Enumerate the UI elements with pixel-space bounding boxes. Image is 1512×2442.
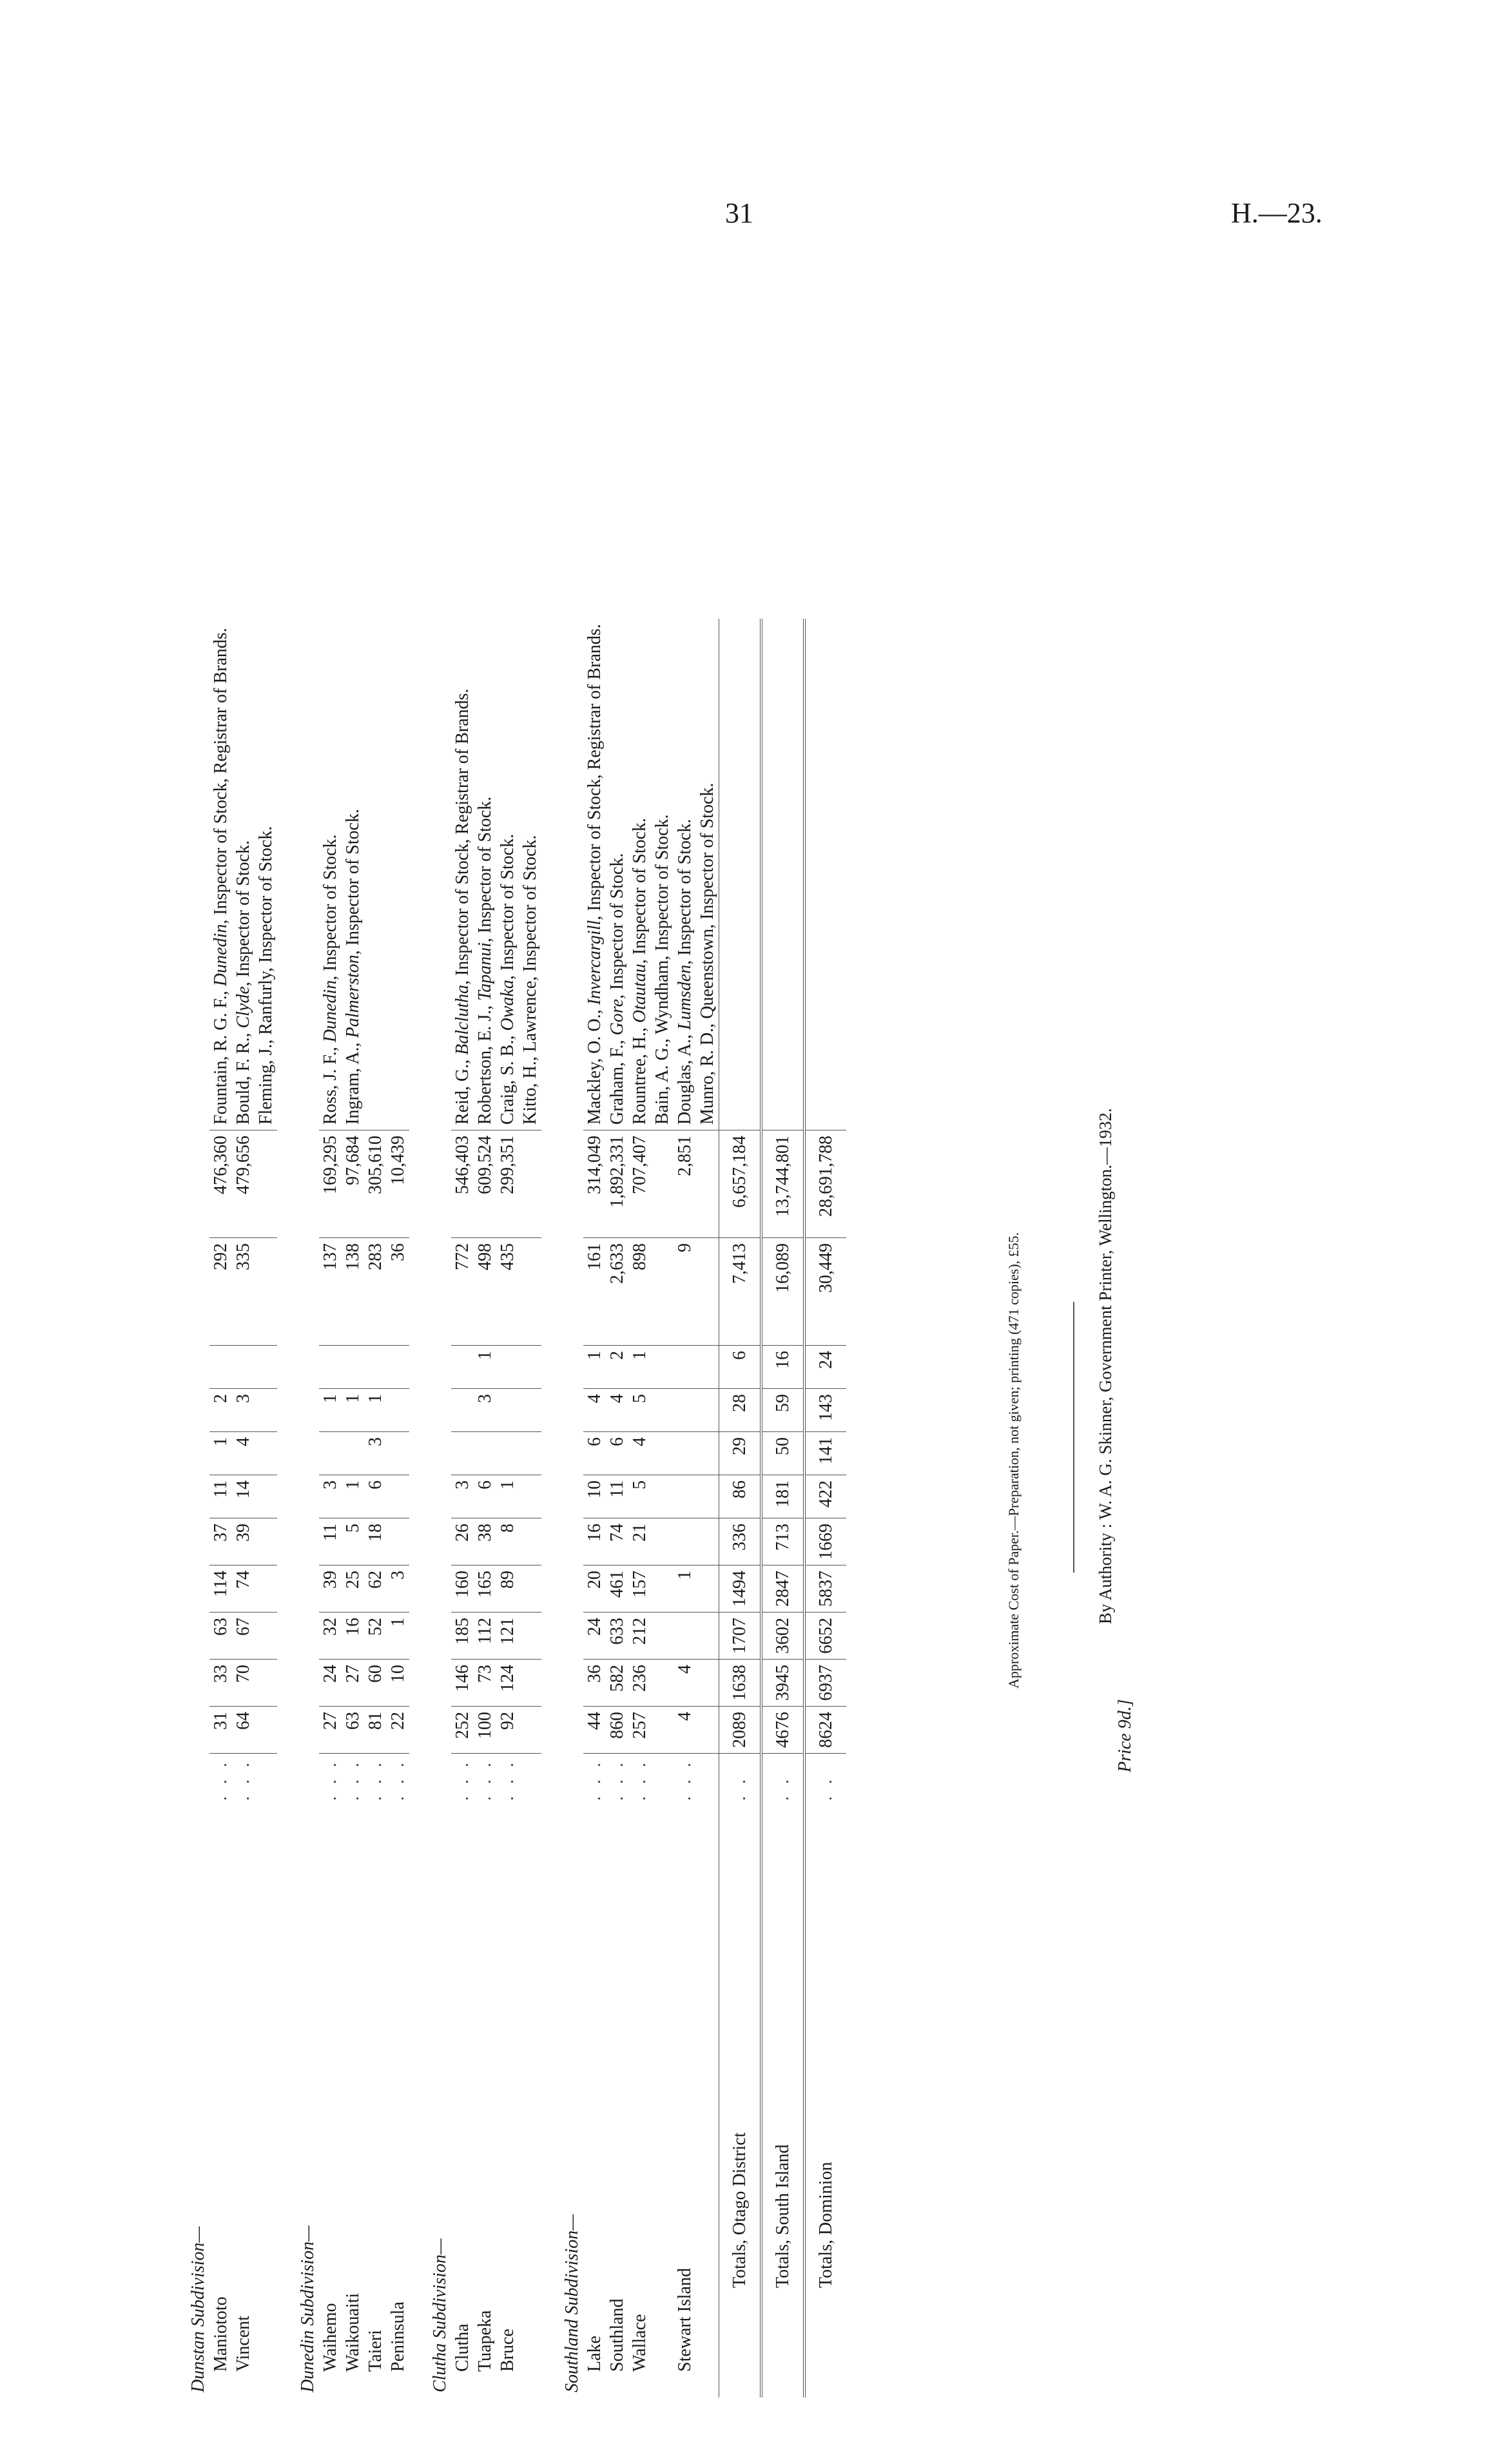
value-cell: 10: [387, 1660, 409, 1707]
inspector-place: Lumsden: [675, 964, 695, 1030]
value-cell: 16: [761, 1346, 804, 1389]
value-cell: 2: [606, 1346, 628, 1389]
value-cell: 124: [496, 1660, 541, 1707]
value-cell: 81: [364, 1707, 387, 1754]
inspector-cell: [209, 619, 232, 1130]
value-cell: 73: [474, 1660, 496, 1707]
value-cell: 63: [209, 1613, 232, 1660]
value-cell: 146: [451, 1660, 474, 1707]
value-cell: 30,449: [804, 1238, 846, 1346]
value-cell: 1494: [719, 1565, 762, 1613]
district-name: Peninsula: [388, 2301, 408, 2372]
value-cell: 422: [804, 1475, 846, 1518]
subdivision-row: [409, 619, 451, 2398]
leader-dots: . . .: [585, 1759, 605, 1801]
value-cell: 29: [719, 1432, 762, 1475]
value-cell: 1: [342, 1389, 364, 1432]
value-cell: 713: [761, 1518, 804, 1565]
value-cell: 10: [583, 1475, 606, 1518]
value-cell: 3602: [761, 1613, 804, 1660]
district-name: Southland: [607, 2298, 627, 2372]
leader-dots: . . .: [343, 1759, 363, 1801]
district-name: Taieri: [365, 2330, 385, 2372]
value-cell: 1,892,331: [606, 1130, 628, 1238]
value-cell: 1: [496, 1475, 541, 1518]
value-cell: 165: [474, 1565, 496, 1613]
inspector-cell: [606, 619, 628, 1130]
leader-dots: . . .: [320, 1759, 340, 1801]
table-row: [474, 619, 496, 2398]
value-cell: 6,657,184: [719, 1130, 762, 1238]
value-cell: 461: [606, 1565, 628, 1613]
divider-rule: [1073, 1302, 1074, 1573]
value-cell: 52: [364, 1613, 387, 1660]
value-cell: [387, 1432, 409, 1475]
table-row: [342, 619, 364, 2398]
value-cell: 4: [674, 1707, 719, 1754]
value-cell: 257: [628, 1707, 674, 1754]
value-cell: 44: [583, 1707, 606, 1754]
value-cell: 6: [583, 1432, 606, 1475]
value-cell: 335: [232, 1238, 277, 1346]
inspector-name: Craig, S. B.,: [498, 1031, 518, 1125]
table-row: [232, 619, 277, 2398]
value-cell: 89: [496, 1565, 541, 1613]
document-code: H.—23.: [1231, 197, 1323, 229]
value-cell: 16,089: [761, 1238, 804, 1346]
value-cell: 6: [474, 1475, 496, 1518]
value-cell: 1: [628, 1346, 674, 1389]
value-cell: [387, 1475, 409, 1518]
value-cell: [451, 1389, 474, 1432]
table-row: [209, 619, 232, 2398]
value-cell: 435: [496, 1238, 541, 1346]
leader-dots: . . .: [233, 1759, 253, 1801]
value-cell: [674, 1432, 719, 1475]
subdivision-name: Dunstan Subdivision—: [188, 2226, 208, 2392]
value-cell: 36: [387, 1238, 409, 1346]
inspector-role: , Inspector of Stock, Registrar of Brands.: [211, 628, 231, 924]
value-cell: 1: [583, 1346, 606, 1389]
value-cell: 25: [342, 1565, 364, 1613]
inspector-cell: [628, 619, 674, 1130]
value-cell: 24: [804, 1346, 846, 1389]
value-cell: 60: [364, 1660, 387, 1707]
inspector-role: , Inspector of Stock.: [343, 809, 363, 955]
table-row: [583, 619, 606, 2398]
inspector-role: , Inspector of Stock, Registrar of Brands.: [585, 624, 605, 920]
inspector-cell: [583, 619, 606, 1130]
inspector-name: Ross, J. F.,: [320, 1042, 340, 1125]
value-cell: 4: [232, 1432, 277, 1475]
value-cell: 4: [583, 1389, 606, 1432]
value-cell: 4: [606, 1389, 628, 1432]
value-cell: 633: [606, 1613, 628, 1660]
value-cell: [232, 1346, 277, 1389]
value-cell: [496, 1432, 541, 1475]
value-cell: 70: [232, 1660, 277, 1707]
approximate-cost-note: Approximate Cost of Paper.—Preparation, not given; printing (471 copies), £55.: [1005, 1232, 1022, 1689]
value-cell: 141: [804, 1432, 846, 1475]
value-cell: 74: [606, 1518, 628, 1565]
leader-dots: . .: [804, 1754, 846, 1807]
inspector-name: Ingram, A.,: [343, 1038, 363, 1125]
value-cell: 143: [804, 1389, 846, 1432]
inspector-place: Palmerston: [343, 955, 363, 1038]
leader-dots: . . .: [630, 1759, 650, 1801]
value-cell: 97,684: [342, 1130, 364, 1238]
inspector-place: Tapanui: [475, 942, 495, 1001]
value-cell: 3: [364, 1432, 387, 1475]
value-cell: 62: [364, 1565, 387, 1613]
value-cell: 59: [761, 1389, 804, 1432]
inspector-name: Bould, F. R.,: [233, 1028, 253, 1125]
value-cell: [674, 1475, 719, 1518]
district-name: Waihemo: [320, 2303, 340, 2372]
inspector-role: , Inspector of Stock. Munro, R. D., Queenstown, Inspector of Stock.: [675, 782, 717, 1125]
value-cell: 74: [232, 1565, 277, 1613]
inspector-place: Dunedin: [211, 924, 231, 987]
value-cell: 28: [719, 1389, 762, 1432]
district-name: Wallace: [630, 2314, 650, 2372]
value-cell: 1: [342, 1475, 364, 1518]
footer: [941, 271, 1160, 2398]
inspector-name: Graham, F.,: [607, 1035, 627, 1125]
value-cell: 314,049: [583, 1130, 606, 1238]
inspector-cell: [364, 619, 387, 1130]
district-name: Lake: [585, 2336, 605, 2372]
value-cell: 67: [232, 1613, 277, 1660]
inspector-name: Douglas, A.,: [675, 1030, 695, 1125]
totals-label: Totals, South Island: [761, 1806, 804, 2398]
inspector-cell: [451, 619, 474, 1130]
value-cell: 9: [674, 1238, 719, 1346]
value-cell: 24: [319, 1660, 342, 1707]
district-name: Stewart Island: [675, 2268, 695, 2372]
value-cell: [387, 1346, 409, 1389]
value-cell: [387, 1389, 409, 1432]
value-cell: 4676: [761, 1707, 804, 1754]
inspector-role: , Inspector of Stock.: [607, 853, 627, 999]
value-cell: 212: [628, 1613, 674, 1660]
inspector-role: , Inspector of Stock.: [320, 834, 340, 980]
value-cell: 112: [474, 1613, 496, 1660]
value-cell: 137: [319, 1238, 342, 1346]
value-cell: 1638: [719, 1660, 762, 1707]
leader-dots: . . .: [675, 1759, 695, 1801]
inspector-name: Mackley, O. O.,: [585, 1005, 605, 1125]
value-cell: 1: [209, 1432, 232, 1475]
value-cell: 479,656: [232, 1130, 277, 1238]
value-cell: 3945: [761, 1660, 804, 1707]
value-cell: 161: [583, 1238, 606, 1346]
subdivision-name: Dunedin Subdivision—: [298, 2225, 318, 2392]
value-cell: 1: [474, 1346, 496, 1389]
leader-dots: . .: [719, 1754, 762, 1807]
stock-table-body: [168, 619, 846, 2398]
value-cell: 252: [451, 1707, 474, 1754]
leader-dots: . . .: [211, 1759, 231, 1801]
value-cell: 169,295: [319, 1130, 342, 1238]
inspector-role: , Inspector of Stock, Registrar of Brands.: [452, 688, 472, 985]
value-cell: 10,439: [387, 1130, 409, 1238]
inspector-cell: [761, 619, 804, 1130]
inspector-name: Fountain, R. G. F.,: [211, 986, 231, 1125]
value-cell: 39: [319, 1565, 342, 1613]
value-cell: [387, 1518, 409, 1565]
value-cell: 28,691,788: [804, 1130, 846, 1238]
value-cell: 1669: [804, 1518, 846, 1565]
price-note: Price 9d.]: [1115, 1699, 1135, 1772]
value-cell: 6: [606, 1432, 628, 1475]
inspector-place: Clyde: [233, 986, 253, 1029]
value-cell: 31: [209, 1707, 232, 1754]
value-cell: 50: [761, 1432, 804, 1475]
value-cell: 3: [319, 1475, 342, 1518]
leader-dots: . . .: [365, 1759, 385, 1801]
district-name: Clutha: [452, 2323, 472, 2372]
value-cell: 22: [387, 1707, 409, 1754]
inspector-cell: [804, 619, 846, 1130]
value-cell: 63: [342, 1707, 364, 1754]
inspector-place: Gore: [607, 998, 627, 1036]
inspector-place: Invercargill: [585, 920, 605, 1005]
district-name: Vincent: [233, 2316, 253, 2372]
value-cell: 707,407: [628, 1130, 674, 1238]
value-cell: 11: [319, 1518, 342, 1565]
value-cell: 299,351: [496, 1130, 541, 1238]
value-cell: [451, 1432, 474, 1475]
value-cell: 86: [719, 1475, 762, 1518]
value-cell: 236: [628, 1660, 674, 1707]
value-cell: 138: [342, 1238, 364, 1346]
value-cell: 476,360: [209, 1130, 232, 1238]
subdivision-row: [168, 619, 209, 2398]
leader-dots: . . .: [475, 1759, 495, 1801]
value-cell: 181: [761, 1475, 804, 1518]
inspector-name: Reid, G.,: [452, 1054, 472, 1125]
subdivision-row: [541, 619, 583, 2398]
value-cell: 157: [628, 1565, 674, 1613]
leader-dots: . . .: [452, 1759, 472, 1801]
inspector-place: Otautau: [630, 964, 650, 1023]
value-cell: [674, 1346, 719, 1389]
value-cell: 5: [342, 1518, 364, 1565]
inspector-role: , Inspector of Stock. Fleming, J., Ranfurly, Inspector of Stock.: [233, 826, 276, 1125]
value-cell: 33: [209, 1660, 232, 1707]
value-cell: 92: [496, 1707, 541, 1754]
value-cell: 2,633: [606, 1238, 628, 1346]
value-cell: 13,744,801: [761, 1130, 804, 1238]
value-cell: 2: [209, 1389, 232, 1432]
value-cell: 114: [209, 1565, 232, 1613]
value-cell: 20: [583, 1565, 606, 1613]
table-row: [364, 619, 387, 2398]
value-cell: [674, 1518, 719, 1565]
inspector-cell: [342, 619, 364, 1130]
value-cell: 5: [628, 1389, 674, 1432]
inspector-cell: [319, 619, 342, 1130]
value-cell: 498: [474, 1238, 496, 1346]
value-cell: 27: [319, 1707, 342, 1754]
table-row: [606, 619, 628, 2398]
value-cell: 36: [583, 1660, 606, 1707]
value-cell: [451, 1346, 474, 1389]
totals-row: [719, 619, 762, 2398]
value-cell: 6: [719, 1346, 762, 1389]
value-cell: 336: [719, 1518, 762, 1565]
totals-label: Totals, Otago District: [719, 1806, 762, 2398]
value-cell: 7,413: [719, 1238, 762, 1346]
subdivision-row: [277, 619, 319, 2398]
value-cell: [342, 1432, 364, 1475]
value-cell: 5: [628, 1475, 674, 1518]
value-cell: [496, 1389, 541, 1432]
inspector-place: Balclutha: [452, 985, 472, 1055]
table-row: [628, 619, 674, 2398]
value-cell: 6937: [804, 1660, 846, 1707]
value-cell: 4: [674, 1660, 719, 1707]
totals-row: [761, 619, 804, 2398]
table-row: [451, 619, 474, 2398]
value-cell: 11: [606, 1475, 628, 1518]
page-number: 31: [725, 197, 753, 229]
value-cell: 582: [606, 1660, 628, 1707]
value-cell: 860: [606, 1707, 628, 1754]
leader-dots: . .: [761, 1754, 804, 1807]
value-cell: [319, 1432, 342, 1475]
value-cell: 8: [496, 1518, 541, 1565]
value-cell: [496, 1346, 541, 1389]
inspector-cell: [232, 619, 277, 1130]
table-row: [674, 619, 719, 2398]
inspector-name: Robertson, E. J.,: [475, 1000, 495, 1125]
value-cell: 160: [451, 1565, 474, 1613]
value-cell: 32: [319, 1613, 342, 1660]
inspector-place: Owaka: [498, 980, 518, 1031]
subdivision-name: Clutha Subdivision—: [430, 2238, 450, 2392]
value-cell: 1: [319, 1389, 342, 1432]
inspector-name: Rountree, H.,: [630, 1023, 650, 1125]
inspector-cell: [474, 619, 496, 1130]
value-cell: 2,851: [674, 1130, 719, 1238]
value-cell: 11: [209, 1475, 232, 1518]
value-cell: 39: [232, 1518, 277, 1565]
value-cell: 898: [628, 1238, 674, 1346]
value-cell: 609,524: [474, 1130, 496, 1238]
value-cell: 546,403: [451, 1130, 474, 1238]
district-name: Tuapeka: [475, 2310, 495, 2372]
value-cell: 292: [209, 1238, 232, 1346]
inspector-role: , Inspector of Stock. Kitto, H., Lawrence, Inspector of Stock.: [498, 833, 540, 1125]
value-cell: 100: [474, 1707, 496, 1754]
inspector-role: , Inspector of Stock.: [475, 796, 495, 943]
value-cell: 185: [451, 1613, 474, 1660]
stock-table: [168, 619, 846, 2398]
value-cell: 16: [342, 1613, 364, 1660]
value-cell: 27: [342, 1660, 364, 1707]
value-cell: 18: [364, 1518, 387, 1565]
table-row: [496, 619, 541, 2398]
leader-dots: . . .: [498, 1759, 518, 1801]
inspector-cell: [496, 619, 541, 1130]
value-cell: 3: [474, 1389, 496, 1432]
value-cell: 16: [583, 1518, 606, 1565]
table-row: [387, 619, 409, 2398]
value-cell: 1: [387, 1613, 409, 1660]
value-cell: 1707: [719, 1613, 762, 1660]
value-cell: [342, 1346, 364, 1389]
table-row: [319, 619, 342, 2398]
value-cell: 64: [232, 1707, 277, 1754]
inspector-cell: [719, 619, 762, 1130]
value-cell: 38: [474, 1518, 496, 1565]
district-name: Bruce: [498, 2329, 518, 2372]
value-cell: 37: [209, 1518, 232, 1565]
value-cell: [674, 1613, 719, 1660]
value-cell: 5837: [804, 1565, 846, 1613]
totals-label: Totals, Dominion: [804, 1806, 846, 2398]
value-cell: 24: [583, 1613, 606, 1660]
value-cell: 283: [364, 1238, 387, 1346]
value-cell: 8624: [804, 1707, 846, 1754]
value-cell: 6: [364, 1475, 387, 1518]
rotated-table-frame: [168, 271, 947, 2398]
district-name: Waikouaiti: [343, 2292, 363, 2372]
value-cell: 3: [232, 1389, 277, 1432]
value-cell: [319, 1346, 342, 1389]
inspector-place: Dunedin: [320, 980, 340, 1043]
value-cell: 3: [387, 1565, 409, 1613]
authority-note: By Authority : W. A. G. Skinner, Government Printer, Wellington.—1932.: [1096, 1108, 1115, 1624]
leader-dots: . . .: [607, 1759, 627, 1801]
value-cell: 21: [628, 1518, 674, 1565]
leader-dots: . . .: [388, 1759, 408, 1801]
inspector-role: , Inspector of Stock. Bain, A. G., Wyndham, Inspector of Stock.: [630, 814, 672, 1125]
value-cell: 6652: [804, 1613, 846, 1660]
value-cell: 1: [674, 1565, 719, 1613]
value-cell: 2847: [761, 1565, 804, 1613]
value-cell: 14: [232, 1475, 277, 1518]
district-name: Maniototo: [211, 2296, 231, 2372]
totals-row: [804, 619, 846, 2398]
value-cell: [474, 1432, 496, 1475]
value-cell: 26: [451, 1518, 474, 1565]
value-cell: 305,610: [364, 1130, 387, 1238]
subdivision-name: Southland Subdivision—: [562, 2214, 582, 2392]
value-cell: 2089: [719, 1707, 762, 1754]
inspector-cell: [387, 619, 409, 1130]
value-cell: 4: [628, 1432, 674, 1475]
value-cell: [364, 1346, 387, 1389]
value-cell: 772: [451, 1238, 474, 1346]
value-cell: 1: [364, 1389, 387, 1432]
value-cell: [209, 1346, 232, 1389]
value-cell: 121: [496, 1613, 541, 1660]
value-cell: [674, 1389, 719, 1432]
inspector-cell: [674, 619, 719, 1130]
value-cell: 3: [451, 1475, 474, 1518]
